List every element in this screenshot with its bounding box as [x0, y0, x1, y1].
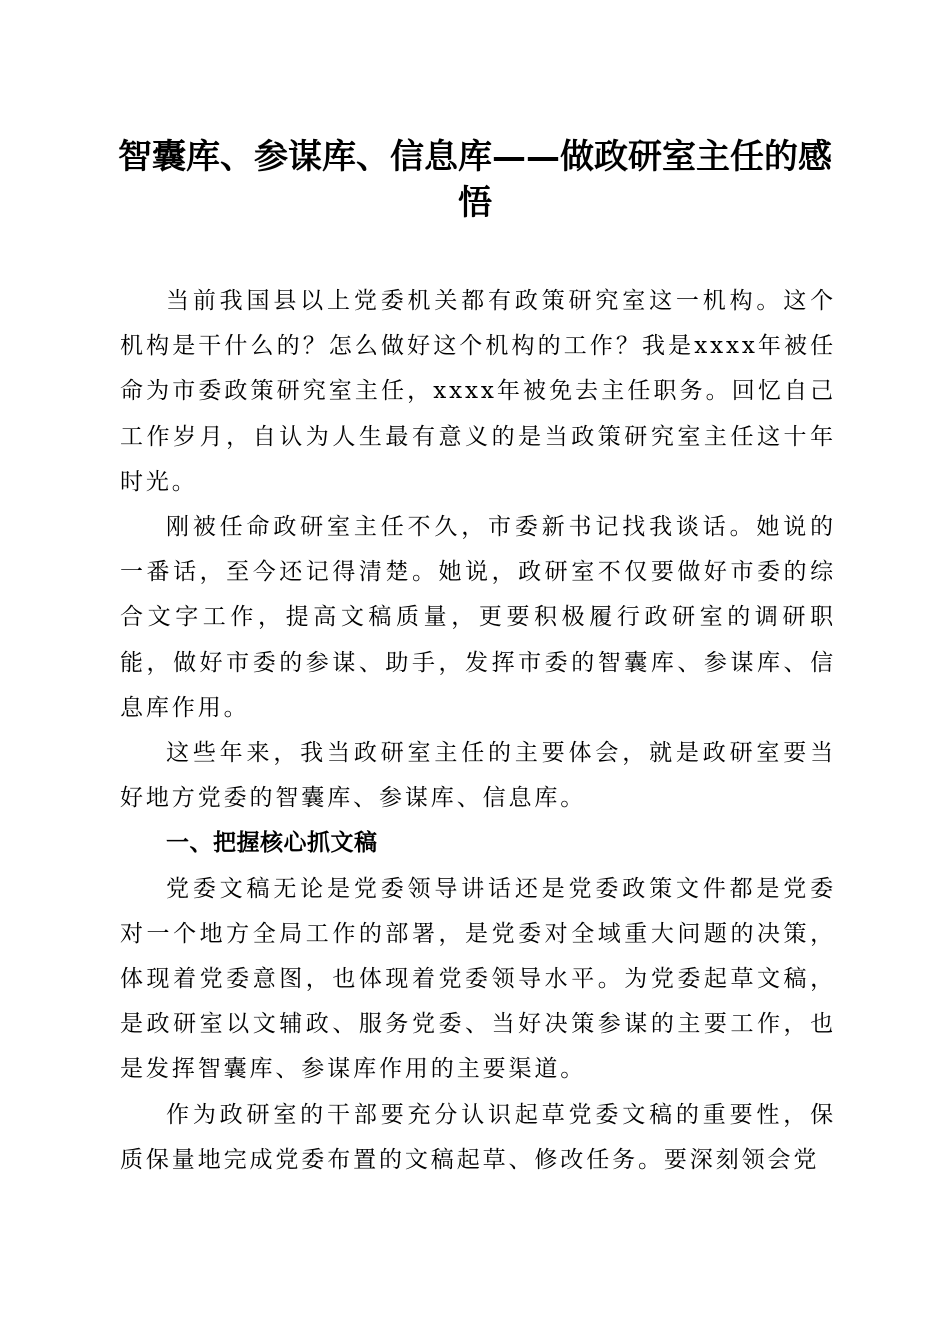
- document-body: [120, 279, 836, 1183]
- paragraph: 党委文稿无论是党委领导讲话还是党委政策文件都是党委对一个地方全局工作的部署，是党委对全域重大问题的决策，体现着党委意图，也体现着党委领导水平。为党委起草文稿，是政研室以文辅政、服务党委、当好决策参谋的主要工作，也是发挥智囊库、参谋库作用的主要渠道。: [120, 875, 836, 1083]
- paragraph: 这些年来，我当政研室主任的主要体会，就是政研室要当好地方党委的智囊库、参谋库、信息库。: [120, 740, 836, 812]
- section-heading: 一、把握核心抓文稿: [166, 830, 378, 857]
- document-title: 智囊库、参谋库、信息库——做政研室主任的感悟: [118, 137, 832, 223]
- paragraph: 刚被任命政研室主任不久，市委新书记找我谈话。她说的一番话，至今还记得清楚。她说，政研室不仅要做好市委的综合文字工作，提高文稿质量，更要积极履行政研室的调研职能，做好市委的参谋、助手，发挥市委的智囊库、参谋库、信息库作用。: [120, 514, 836, 721]
- paragraph: 当前我国县以上党委机关都有政策研究室这一机构。这个机构是干什么的？怎么做好这个机构的工作？我是xxxx年被任命为市委政策研究室主任，xxxx年被免去主任职务。回忆自己工作岁月，自认为人生最有意义的是当政策研究室主任这十年时光。: [120, 288, 836, 495]
- paragraph: 作为政研室的干部要充分认识起草党委文稿的重要性，保质保量地完成党委布置的文稿起草、修改任务。要深刻领会党: [120, 1101, 836, 1173]
